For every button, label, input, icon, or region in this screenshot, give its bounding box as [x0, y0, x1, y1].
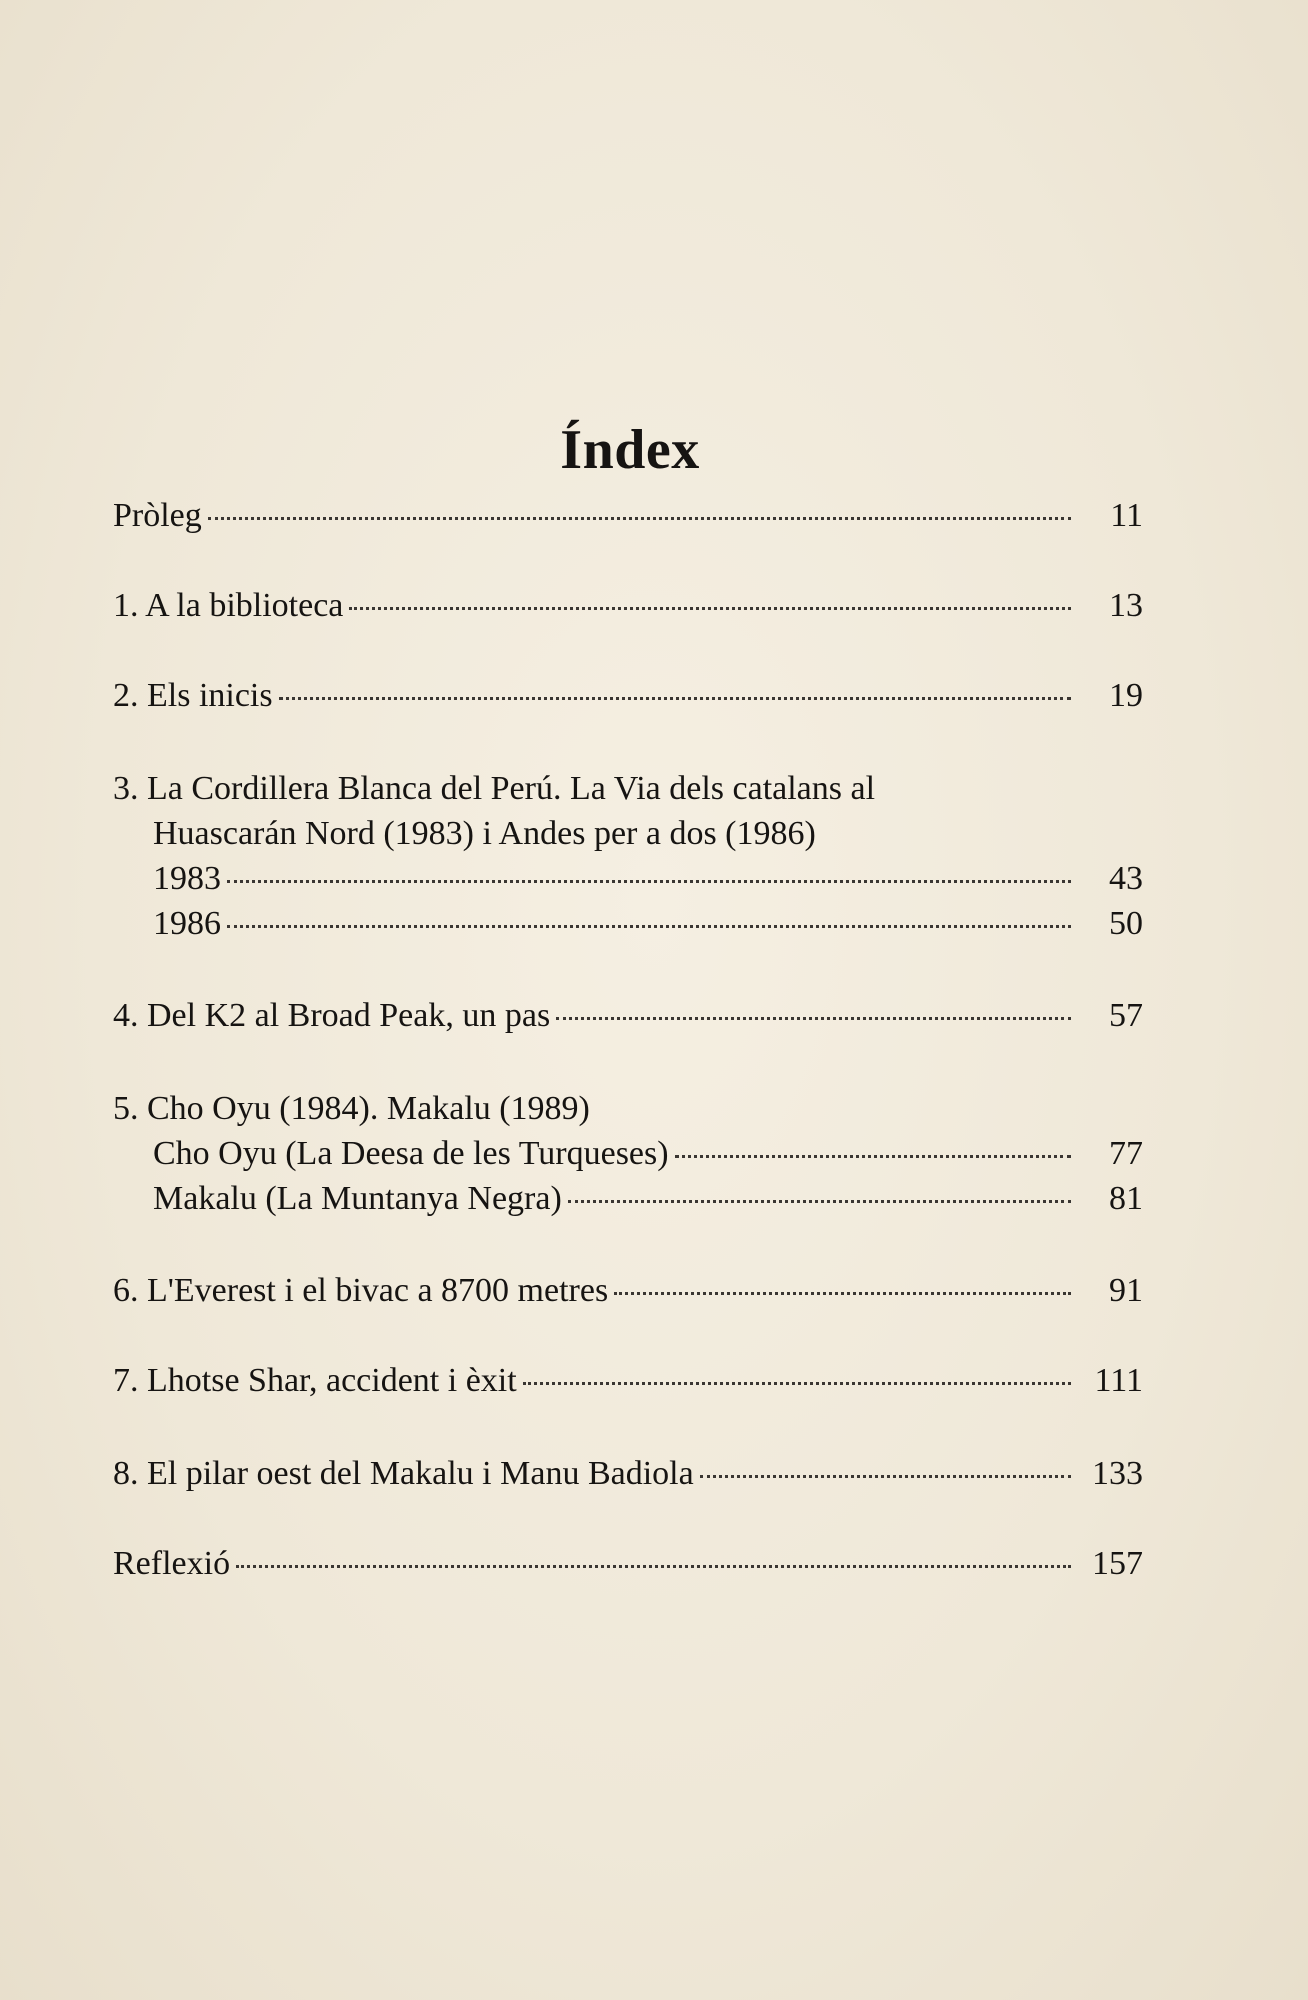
dot-leader	[208, 517, 1071, 520]
toc-entry-chapter-1[interactable]	[113, 587, 1143, 631]
toc-entry-page: 133	[1092, 1455, 1143, 1492]
toc-entry-chapter-7[interactable]	[113, 1362, 1143, 1406]
toc-chapter-3-heading-cont: Huascarán Nord (1983) i Andes per a dos (1986)	[153, 815, 816, 852]
toc-entry-reflexio[interactable]	[113, 1545, 1143, 1589]
dot-leader	[675, 1155, 1071, 1158]
dot-leader	[227, 925, 1071, 928]
dot-leader	[349, 607, 1071, 610]
toc-entry-chapter-4[interactable]	[113, 997, 1143, 1041]
dot-leader	[523, 1382, 1071, 1385]
toc-entry-page: 157	[1092, 1545, 1143, 1582]
dot-leader	[700, 1475, 1071, 1478]
toc-entry-label: Reflexió	[113, 1545, 231, 1582]
toc-entry-chapter-8[interactable]	[113, 1455, 1143, 1499]
dot-leader	[556, 1017, 1071, 1020]
toc-entry-label: 1983	[153, 860, 221, 897]
toc-entry-page: 11	[1110, 497, 1143, 534]
toc-entry-page: 50	[1109, 905, 1143, 942]
toc-chapter-3-heading[interactable]: 3. La Cordillera Blanca del Perú. La Via dels catalans al	[113, 770, 876, 807]
toc-entry-label: 2. Els inicis	[113, 677, 273, 714]
toc-entry-page: 13	[1109, 587, 1143, 624]
toc-entry-1986[interactable]	[153, 905, 1143, 949]
dot-leader	[568, 1200, 1071, 1203]
toc-entry-page: 77	[1109, 1135, 1143, 1172]
toc-chapter-5-heading[interactable]: 5. Cho Oyu (1984). Makalu (1989)	[113, 1090, 590, 1127]
toc-entry-page: 43	[1109, 860, 1143, 897]
toc-entry-cho-oyu[interactable]	[153, 1135, 1143, 1179]
toc-entry-label: 4. Del K2 al Broad Peak, un pas	[113, 997, 551, 1034]
toc-entry-label: Makalu (La Muntanya Negra)	[153, 1180, 562, 1217]
dot-leader	[227, 880, 1071, 883]
toc-entry-page: 81	[1109, 1180, 1143, 1217]
toc-entry-chapter-6[interactable]	[113, 1272, 1143, 1316]
index-title: Índex	[560, 418, 700, 481]
toc-entry-page: 111	[1094, 1362, 1143, 1399]
toc-entry-proleg[interactable]	[113, 497, 1143, 541]
toc-entry-label: Cho Oyu (La Deesa de les Turqueses)	[153, 1135, 669, 1172]
toc-entry-page: 57	[1109, 997, 1143, 1034]
toc-entry-makalu[interactable]	[153, 1180, 1143, 1224]
toc-entry-label: 8. El pilar oest del Makalu i Manu Badiola	[113, 1455, 694, 1492]
toc-entry-page: 19	[1109, 677, 1143, 714]
dot-leader	[236, 1565, 1071, 1568]
dot-leader	[614, 1292, 1071, 1295]
toc-entry-label: 1986	[153, 905, 221, 942]
toc-entry-label: Pròleg	[113, 497, 202, 534]
toc-entry-label: 7. Lhotse Shar, accident i èxit	[113, 1362, 517, 1399]
toc-entry-label: 6. L'Everest i el bivac a 8700 metres	[113, 1272, 609, 1309]
dot-leader	[279, 697, 1071, 700]
toc-entry-1983[interactable]	[153, 860, 1143, 904]
toc-entry-chapter-2[interactable]	[113, 677, 1143, 721]
toc-entry-label: 1. A la biblioteca	[113, 587, 344, 624]
toc-entry-page: 91	[1109, 1272, 1143, 1309]
